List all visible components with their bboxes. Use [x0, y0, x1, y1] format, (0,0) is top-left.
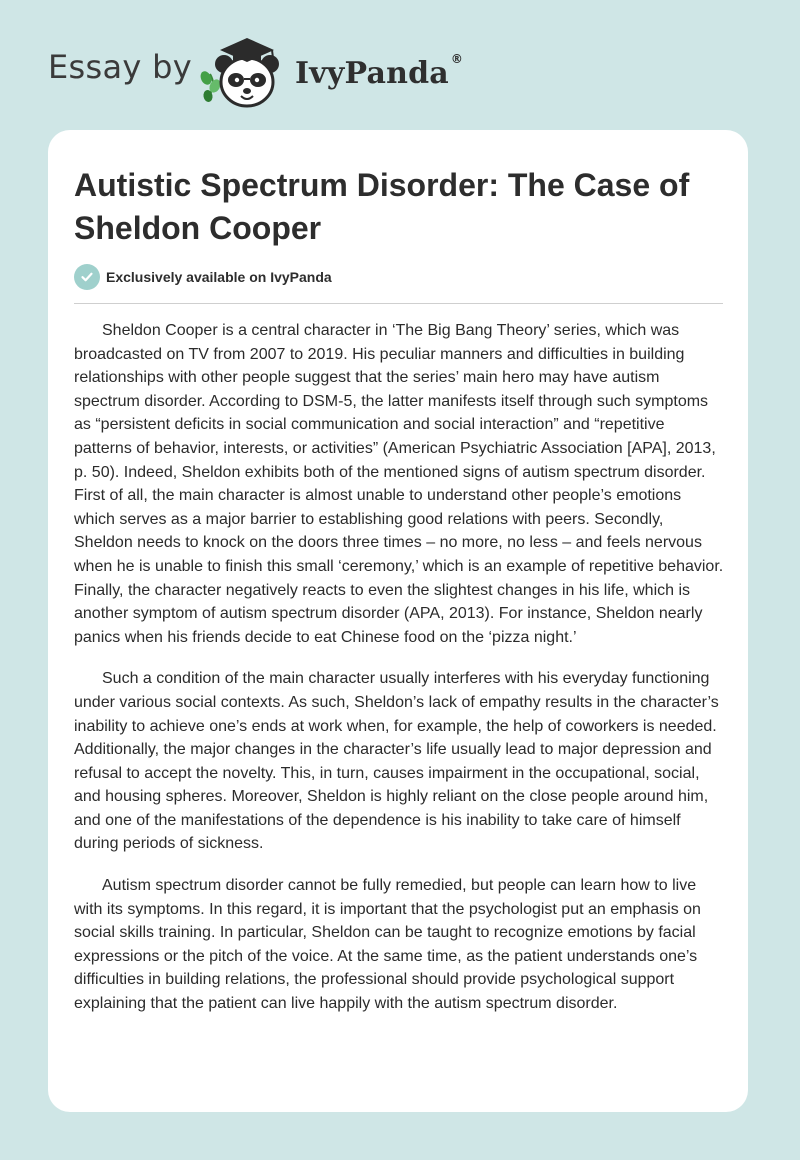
paragraph: Such a condition of the main character usually interferes with his everyday functioning under various social contexts. As such, Sheldon’s lack of empathy results in the character’s inability to achieve one’s ends at work when, for example, the help of coworkers is needed. Additionally, the major changes in the character’s life usually lead to major depression and refusal to accept the novelty. This, in turn, causes impairment in the occupational, social, and housing spheres. Moreover, Sheldon is highly reliant on the close people around him, and one of the manifestations of the dependence is his inability to take care of himself during periods of sickness.	[74, 670, 719, 853]
essay-body	[74, 319, 726, 1034]
registered-mark: ®	[450, 52, 464, 66]
paragraph: Autism spectrum disorder cannot be fully remedied, but people can learn how to live with its symptoms. In this regard, it is important that the psychologist put an emphasis on social skills training. In particular, Sheldon can be taught to recognize emotions by facial expressions or the pitch of the voice. At the same time, as the patient understands one’s difficulties in building relations, the professional should provide psychological support explaining that the patient can live happily with the autism spectrum disorder.	[74, 877, 701, 1013]
page-title: Autistic Spectrum Disorder: The Case of Sheldon Cooper	[74, 167, 690, 246]
exclusive-badge	[74, 264, 332, 290]
brand-name[interactable]	[295, 52, 464, 91]
essay-by-label: Essay by	[48, 48, 192, 86]
essay-card	[48, 130, 748, 1112]
divider	[74, 303, 723, 304]
panda-graduate-logo-icon[interactable]	[200, 34, 292, 110]
brand-name-text: IvyPanda	[295, 56, 449, 91]
exclusive-badge-label: Exclusively available on IvyPanda	[106, 269, 332, 285]
site-header	[48, 34, 568, 114]
ivy-leaf-icon	[200, 70, 223, 103]
paragraph: Sheldon Cooper is a central character in ‘The Big Bang Theory’ series, which was broadcasted on TV from 2007 to 2019. His peculiar manners and difficulties in building relationships with other people suggest that the series’ main hero may have autism spectrum disorder. According to DSM-5, the latter manifests itself through such symptoms as “persistent deficits in social communication and social interaction” and “repetitive patterns of behavior, interests, or activities” (American Psychiatric Association [APA], 2013, p. 50). Indeed, Sheldon exhibits both of the mentioned signs of autism spectrum disorder. First of all, the main character is almost unable to understand other people’s emotions which serves as a major barrier to establishing good relations with peers. Secondly, Sheldon needs to knock on the doors three times – no more, no less – and feels nervous when he is unable to finish this small ‘ceremony,’ which is an example of repetitive behavior. Finally, the character negatively reacts to even the slightest changes in his life, which is another symptom of autism spectrum disorder (APA, 2013). For instance, Sheldon nearly panics when his friends decide to eat Chinese food on the ‘pizza night.’	[74, 322, 724, 646]
checkmark-icon	[74, 264, 100, 290]
